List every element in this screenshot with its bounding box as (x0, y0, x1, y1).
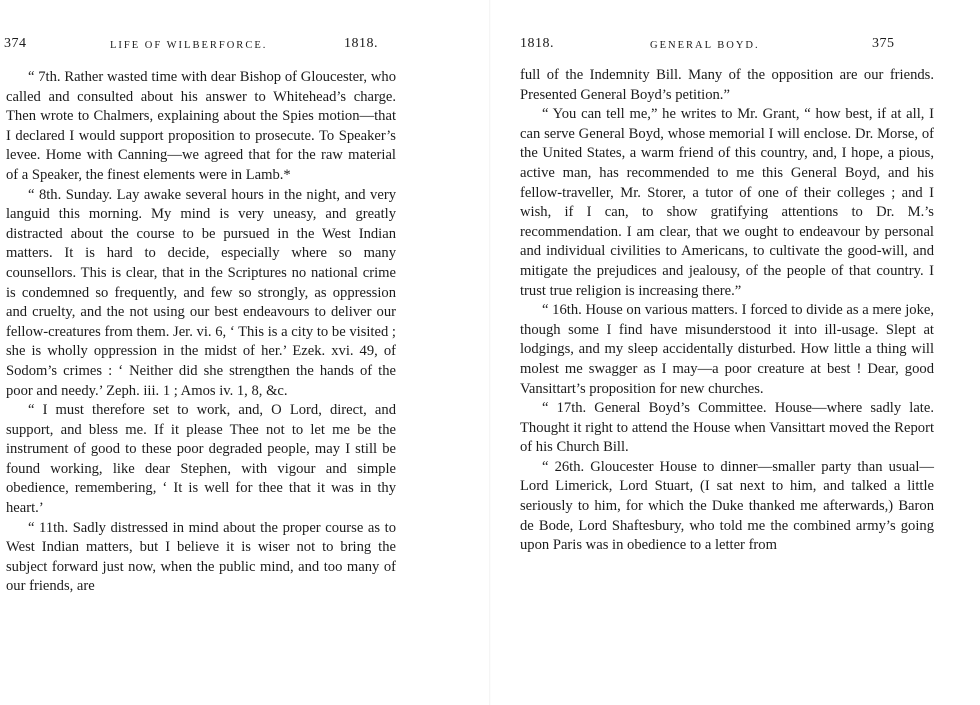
right-running-title: GENERAL BOYD. (650, 40, 760, 51)
left-body-text (6, 68, 396, 597)
paragraph: “ 8th. Sunday. Lay awake several hours in the night, and very languid this morning. My mind is very uneasy, and greatly distracted about the course to be pursued in the West Indian matters. It is hard to decide, especially where so many counsellors. This is clear, that in the Scriptures no national crime is condemned so frequently, and few so strongly, as oppression and cruelty, and the not using our best endeavours to deliver our fellow-creatures from them. Jer. vi. 6, ‘ This is a city to be visited ; she is wholly oppression in the midst of her.’ Ezek. xvi. 49, of Sodom’s crimes : ‘ Neither did she strengthen the hands of the poor and needy.’ Zeph. iii. 1 ; Amos iv. 1, 8, &c. (6, 186, 396, 399)
paragraph: “ 16th. House on various matters. I forced to divide as a mere joke, though some I find have misunderstood it into ill-usage. Slept at lodgings, and my sleep accidentally disturbed. How little a thing will molest me swagger as I may—a poor creature at best ! Dear, good Vansittart’s proposition for new churches. (520, 302, 934, 397)
paragraph: “ 7th. Rather wasted time with dear Bishop of Gloucester, who called and consulted about his answer to Whitehead’s charge. Then wrote to Chalmers, explaining about the Spies motion—that I declared I would support proposition to prosecute. To Speaker’s levee. Home with Canning—we agreed that for the raw material of a Speaker, the finest elements were in Lamb.* (6, 69, 396, 183)
right-page (490, 0, 980, 705)
continuation-paragraph: full of the Indemnity Bill. Many of the opposition are our friends. Presented General Boyd’s petition.” (520, 67, 934, 103)
left-running-title: LIFE OF WILBERFORCE. (110, 40, 268, 51)
paragraph: “ 26th. Gloucester House to dinner—smaller party than usual—Lord Limerick, Lord Stuart, (I sat next to him, and talked a little seriously to him, for which the Duke thanked me afterwards,) Baron de Bode, Lord Shaftesbury, who told me the combined army’s going upon Paris was in obedience to a letter from (520, 458, 934, 554)
paragraph: “ You can tell me,” he writes to Mr. Grant, “ how best, if at all, I can serve General Boyd, whose memorial I will enclose. Dr. Morse, of the United States, a warm friend of this country, and, I hope, a pious, active man, has recommended to me this General Boyd, and his fellow-traveller, Mr. Storer, a tutor of one of their colleges ; and I wish, if I can, to show gratifying attentions to Dr. M.’s recommendation. I am clear, that we ought to endeavour by personal and individual civilities to Americans, to cultivate the good-will, and mitigate the prejudices and jealousy, of the people of that country. I trust true religion is increasing there.” (520, 106, 934, 299)
paragraph: “ 11th. Sadly distressed in mind about the proper course as to West Indian matters, but I believe it is wiser not to bring the subject forward just now, when the public mind, and too many of our friends, are (6, 519, 396, 595)
paragraph: “ 17th. General Boyd’s Committee. House—where sadly late. Thought it right to attend the House when Vansittart moved the Report of his Church Bill. (520, 400, 934, 456)
right-running-head (490, 36, 980, 56)
right-body-text (520, 66, 934, 556)
right-page-number: 375 (872, 36, 895, 51)
paragraph: “ I must therefore set to work, and, O Lord, direct, and support, and bless me. If it please Thee not to let me be the instrument of good to these poor degraded people, may I still be found working, like dear Stephen, with vigour and simple obedience, remembering, ‘ It is well for thee that it was in thy heart.’ (6, 402, 396, 517)
left-year: 1818. (344, 36, 378, 51)
left-running-head (0, 36, 490, 56)
left-page-number: 374 (4, 36, 27, 51)
right-year: 1818. (520, 36, 554, 51)
